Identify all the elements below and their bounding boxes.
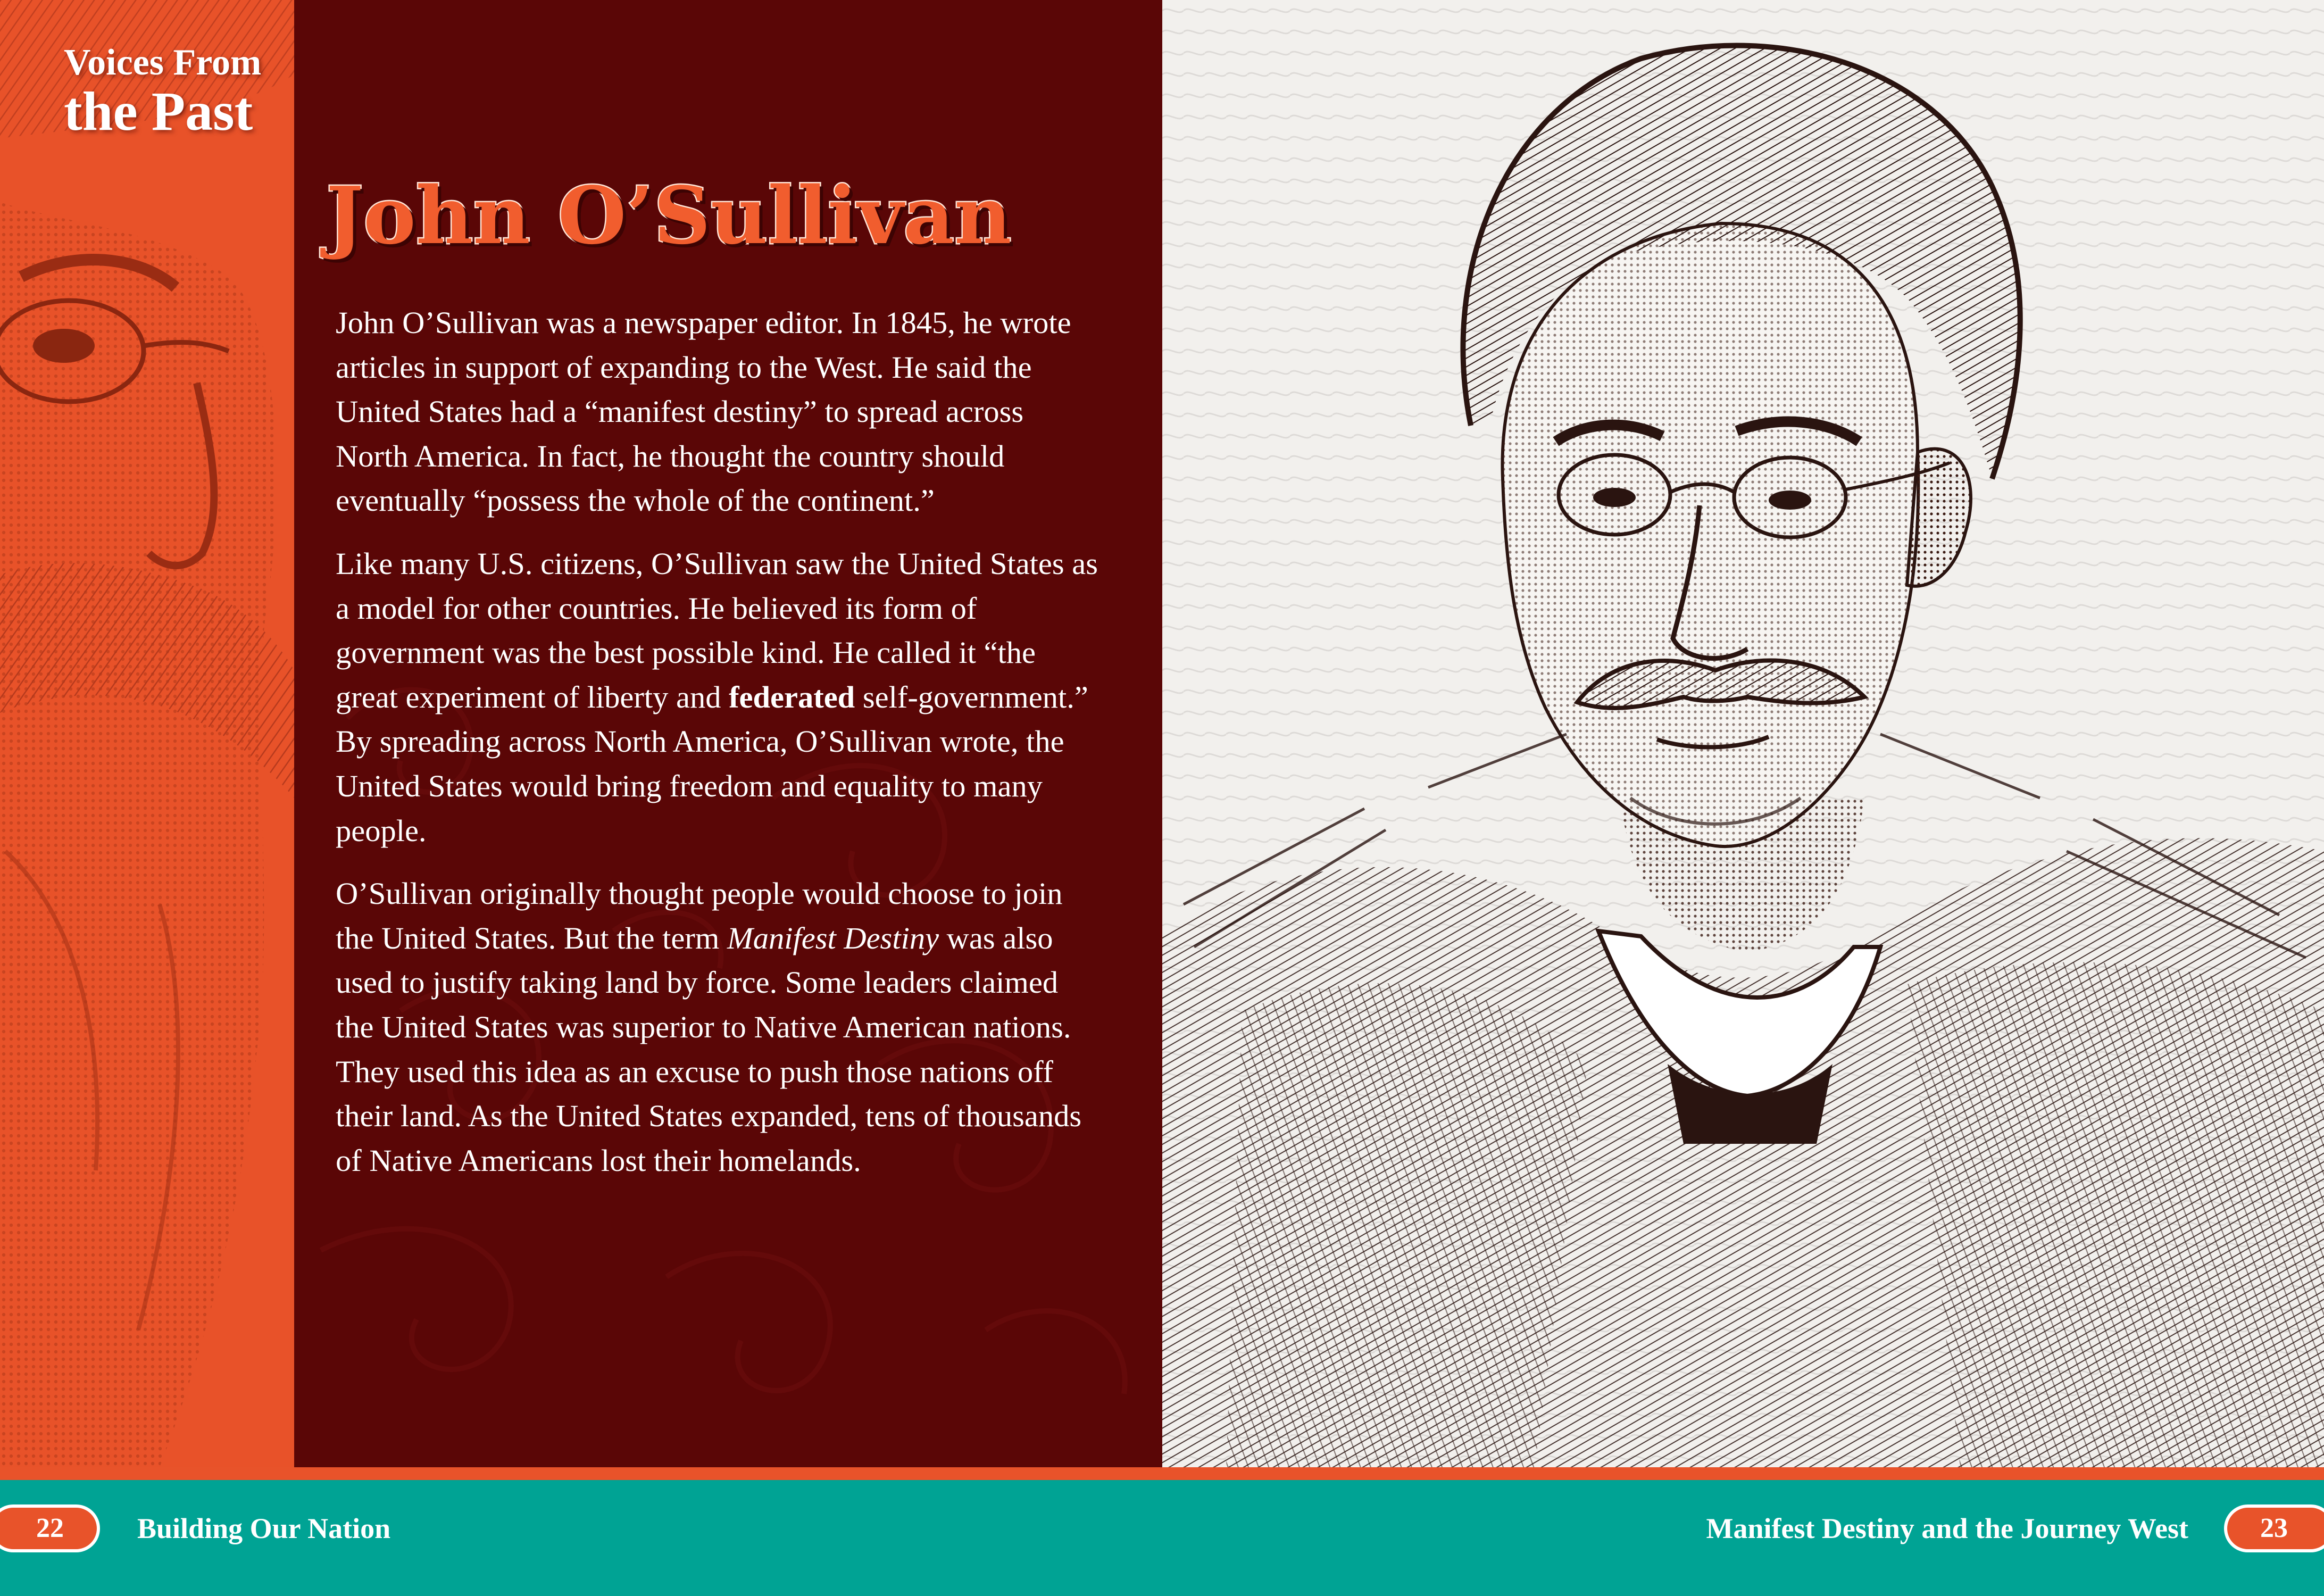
article-title: John O’Sullivan: [326, 169, 1012, 262]
sidebar-art-panel: [0, 0, 294, 1467]
running-head-left: Building Our Nation: [137, 1512, 391, 1544]
page-footer: [0, 1467, 2324, 1596]
running-head-right: Manifest Destiny and the Journey West: [1706, 1512, 2188, 1544]
footer-divider: [0, 1467, 2324, 1480]
text-run: self-government.” By spreading across North America, O’Sullivan wrote, the United States would bring freedom and equality to many people.: [336, 679, 1088, 848]
text-run: O’Sullivan originally thought people would choose to join the United States. But the term: [336, 876, 1063, 955]
article-paragraph-1: [336, 301, 1102, 523]
emphasis-italic: Manifest Destiny: [727, 920, 939, 955]
section-label-line1: Voices From: [64, 42, 262, 83]
portrait-image: [1162, 0, 2324, 1467]
text-run: Like many U.S. citizens, O’Sullivan saw the United States as a model for other countries. He believed its form of government was the best possible kind. He called it “the great experiment of liberty and: [336, 546, 1098, 714]
page-number-left: 22: [0, 1504, 100, 1552]
page-number-right: 23: [2224, 1504, 2324, 1552]
article-body: [336, 301, 1102, 1201]
halftone-portrait-art: [0, 0, 294, 1467]
article-paragraph-2: [336, 542, 1102, 853]
section-label: [64, 41, 262, 142]
engraved-portrait-illustration: [1162, 0, 2324, 1467]
emphasis-bold: federated: [729, 679, 855, 714]
text-run: was also used to justify taking land by force. Some leaders claimed the United States was superior to Native American nations. They used this idea as an excuse to push those nations off their land. As the United States expanded, tens of thousands of Native Americans lost their homelands.: [336, 920, 1082, 1178]
text-run: John O’Sullivan was a newspaper editor. In 1845, he wrote articles in support of expanding to the West. He said the United States had a “manifest destiny” to spread across North America. In fact, he thought the country should eventually “possess the whole of the continent.”: [336, 305, 1071, 518]
section-label-line2: the Past: [64, 81, 253, 142]
article-panel: [294, 0, 1162, 1467]
article-paragraph-3: [336, 871, 1102, 1183]
